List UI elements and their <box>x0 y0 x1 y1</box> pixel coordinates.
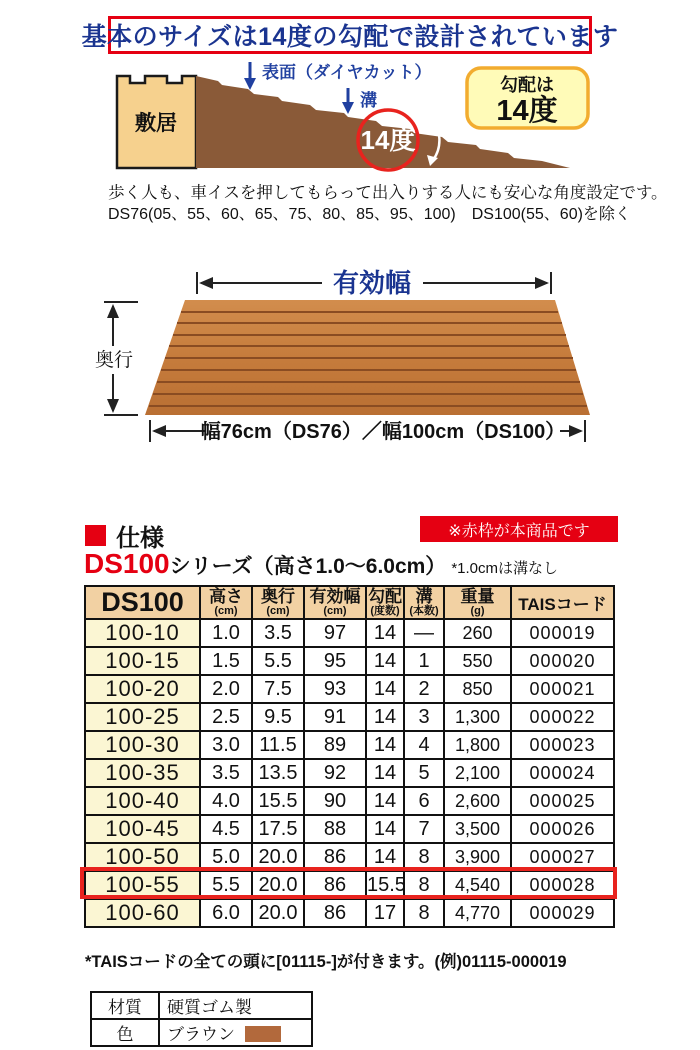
color-value-cell <box>159 1019 312 1046</box>
cell: 100-45 <box>85 815 200 843</box>
cell: 4.5 <box>200 815 252 843</box>
series-name: DS100 <box>84 548 170 579</box>
width-dim-arrow-left <box>199 277 213 289</box>
cell: 86 <box>304 843 366 871</box>
cell: 14 <box>366 647 404 675</box>
series-range: シリーズ（高さ1.0～6.0cm） <box>169 555 447 578</box>
cell: 000027 <box>511 843 614 871</box>
cell: 100-55 <box>85 871 200 899</box>
cell: 13.5 <box>252 759 304 787</box>
col-header: DS100 <box>85 586 200 619</box>
cell: 95 <box>304 647 366 675</box>
cell: 20.0 <box>252 871 304 899</box>
cell: 100-20 <box>85 675 200 703</box>
description-line2: DS76(05、55、60、65、75、80、85、95、100) DS100(55、60)を除く <box>108 206 631 223</box>
threshold-label: 敷居 <box>135 112 177 135</box>
cell: 1 <box>404 647 444 675</box>
cell: 000025 <box>511 787 614 815</box>
cell: 850 <box>444 675 511 703</box>
description-line1: 歩く人も、車イスを押してもらって出入りする人にも安心な角度設定です。 <box>108 184 668 202</box>
cell: 8 <box>404 871 444 899</box>
cell: 3.5 <box>200 759 252 787</box>
width-label: 有効幅 <box>332 268 412 298</box>
cell: 5.5 <box>252 647 304 675</box>
material-table <box>90 991 313 1047</box>
cell: 100-60 <box>85 899 200 927</box>
cell: 000026 <box>511 815 614 843</box>
table-row <box>85 619 614 647</box>
cell: 3.5 <box>252 619 304 647</box>
cell: 3,900 <box>444 843 511 871</box>
table-row <box>85 675 614 703</box>
cell: 86 <box>304 899 366 927</box>
product-figure <box>80 253 620 448</box>
cell: 88 <box>304 815 366 843</box>
cell: 14 <box>366 731 404 759</box>
width-dim-arrow-right <box>535 277 549 289</box>
table-row <box>85 787 614 815</box>
cell: 100-15 <box>85 647 200 675</box>
color-label: 色 <box>91 1019 159 1046</box>
cell: 2.5 <box>200 703 252 731</box>
cell: 000020 <box>511 647 614 675</box>
depth-dim-arrow-up <box>107 304 119 318</box>
cell: 86 <box>304 871 366 899</box>
cell: 5.0 <box>200 843 252 871</box>
cell: 89 <box>304 731 366 759</box>
cell: 4 <box>404 731 444 759</box>
cell: 2 <box>404 675 444 703</box>
table-row <box>85 703 614 731</box>
cell: 1.0 <box>200 619 252 647</box>
surface-label: 表面（ダイヤカット） <box>262 63 432 82</box>
cell: 14 <box>366 759 404 787</box>
table-row <box>85 647 614 675</box>
cell: 15.5 <box>366 871 404 899</box>
cell: 97 <box>304 619 366 647</box>
bottom-dim-arrow-left <box>152 425 166 437</box>
col-header: 有効幅 (cm) <box>304 586 366 619</box>
cell: 3.0 <box>200 731 252 759</box>
cell: 5.5 <box>200 871 252 899</box>
cell: 2.0 <box>200 675 252 703</box>
depth-label: 奥行 <box>94 350 134 371</box>
spec-title-text: 仕様 <box>116 525 164 552</box>
cell: 4,540 <box>444 871 511 899</box>
depth-dim-arrow-down <box>107 399 119 413</box>
cell: 20.0 <box>252 843 304 871</box>
cell: 550 <box>444 647 511 675</box>
tais-code-note: *TAISコードの全ての頭に[01115-]が付きます。(例)01115-000019 <box>85 953 567 971</box>
cell: 1.5 <box>200 647 252 675</box>
cell: 90 <box>304 787 366 815</box>
material-value: 硬質ゴム製 <box>159 992 312 1019</box>
cell: 000028 <box>511 871 614 899</box>
table-row <box>85 759 614 787</box>
spec-table <box>84 585 615 928</box>
cell: 100-35 <box>85 759 200 787</box>
cell: 4.0 <box>200 787 252 815</box>
this-product-badge: ※赤枠が本商品です <box>420 516 618 542</box>
cell: 8 <box>404 843 444 871</box>
cell: 100-40 <box>85 787 200 815</box>
cell: 100-10 <box>85 619 200 647</box>
surface-arrowhead <box>244 78 256 90</box>
groove-label: 溝 <box>360 91 377 110</box>
cell: 100-30 <box>85 731 200 759</box>
description-block <box>108 183 668 225</box>
slope-badge-line1: 勾配は <box>500 75 554 95</box>
col-header: 高さ (cm) <box>200 586 252 619</box>
cell: 1,300 <box>444 703 511 731</box>
groove-arrowhead <box>342 102 354 114</box>
col-header: 奥行 (cm) <box>252 586 304 619</box>
headline-banner <box>81 16 619 54</box>
cell: 4,770 <box>444 899 511 927</box>
slope-diagram <box>100 58 600 180</box>
col-header: TAISコード <box>511 586 614 619</box>
cell: 14 <box>366 703 404 731</box>
cell: 100-25 <box>85 703 200 731</box>
cell: 14 <box>366 787 404 815</box>
table-row <box>85 843 614 871</box>
cell: 5 <box>404 759 444 787</box>
cell: 20.0 <box>252 899 304 927</box>
cell: 100-50 <box>85 843 200 871</box>
cell: 9.5 <box>252 703 304 731</box>
series-heading <box>84 548 558 580</box>
bottom-width-label: 幅76cm（DS76）／幅100cm（DS100） <box>200 421 566 443</box>
cell: 000029 <box>511 899 614 927</box>
cell: 3 <box>404 703 444 731</box>
cell: 6 <box>404 787 444 815</box>
cell: 8 <box>404 899 444 927</box>
color-row <box>91 1019 312 1046</box>
headline-text: 基本のサイズは14度の勾配で設計されています <box>81 23 619 51</box>
cell: 93 <box>304 675 366 703</box>
cell: 14 <box>366 815 404 843</box>
table-row <box>85 899 614 927</box>
col-header: 重量 (g) <box>444 586 511 619</box>
cell: 92 <box>304 759 366 787</box>
cell: 14 <box>366 675 404 703</box>
table-row <box>85 871 614 899</box>
cell: 2,600 <box>444 787 511 815</box>
cell: 000019 <box>511 619 614 647</box>
cell: 6.0 <box>200 899 252 927</box>
cell: 000024 <box>511 759 614 787</box>
material-row <box>91 992 312 1019</box>
cell: 91 <box>304 703 366 731</box>
cell: 000021 <box>511 675 614 703</box>
cell: 1,800 <box>444 731 511 759</box>
cell: 17.5 <box>252 815 304 843</box>
cell: 3,500 <box>444 815 511 843</box>
brown-color-swatch <box>245 1026 281 1042</box>
red-square-bullet <box>85 525 106 546</box>
cell: 14 <box>366 619 404 647</box>
table-row <box>85 731 614 759</box>
cell: — <box>404 619 444 647</box>
cell: 000023 <box>511 731 614 759</box>
cell: 17 <box>366 899 404 927</box>
table-row <box>85 815 614 843</box>
cell: 7.5 <box>252 675 304 703</box>
col-header: 溝 (本数) <box>404 586 444 619</box>
col-header: 勾配 (度数) <box>368 587 402 617</box>
color-value: ブラウン <box>167 1025 235 1044</box>
series-note: *1.0cmは溝なし <box>451 560 558 577</box>
cell: 000022 <box>511 703 614 731</box>
cell: 7 <box>404 815 444 843</box>
table-header-row <box>85 586 614 619</box>
cell: 15.5 <box>252 787 304 815</box>
cell: 260 <box>444 619 511 647</box>
angle-circle-label: 14度 <box>360 125 416 155</box>
spec-table-wrap <box>84 585 613 928</box>
cell: 11.5 <box>252 731 304 759</box>
slope-badge-line2: 14度 <box>496 95 558 127</box>
cell: 14 <box>366 843 404 871</box>
bottom-dim-arrow-right <box>569 425 583 437</box>
material-label: 材質 <box>91 992 159 1019</box>
cell: 2,100 <box>444 759 511 787</box>
